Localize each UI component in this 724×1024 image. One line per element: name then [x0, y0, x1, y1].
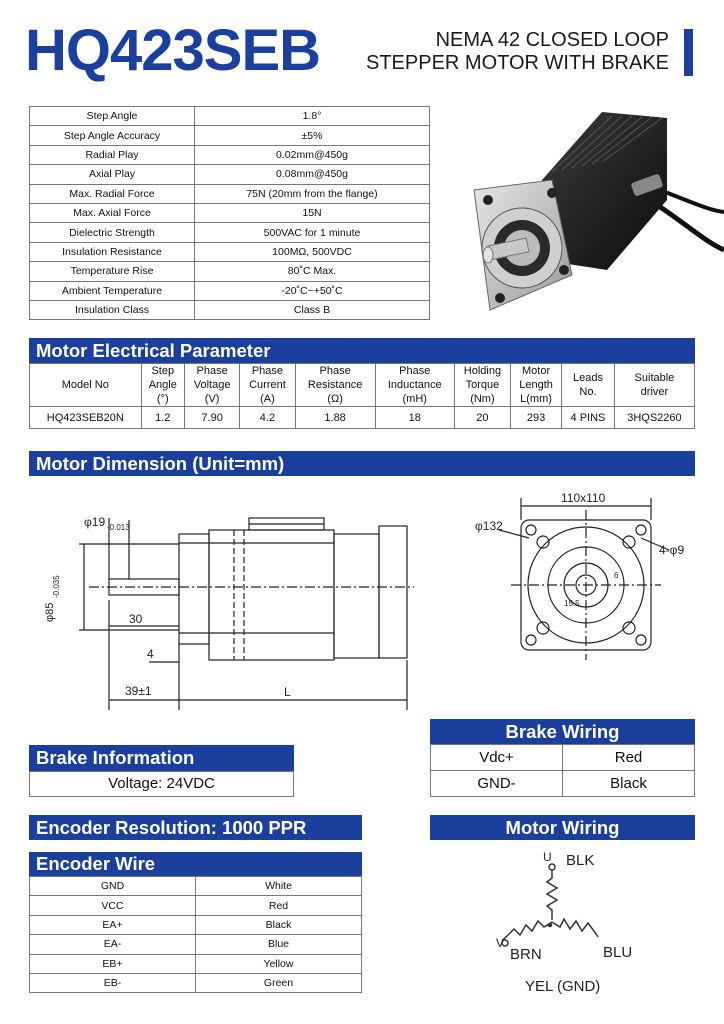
spec-label: Max. Radial Force	[30, 184, 195, 203]
electrical-header-line: Motor	[521, 365, 551, 377]
spec-label: Step Angle Accuracy	[30, 126, 195, 145]
electrical-header-line: Leads	[572, 372, 603, 384]
spec-label: Dielectric Strength	[30, 223, 195, 242]
spec-row	[30, 107, 430, 126]
encoder-wire-row	[30, 915, 362, 934]
dim-square: 110x110	[561, 491, 606, 505]
encoder-wire-row	[30, 973, 362, 992]
brake-signal: Vdc+	[431, 745, 563, 771]
electrical-header-line: Step	[151, 365, 175, 377]
encoder-resolution: Encoder Resolution: 1000 PPR	[29, 815, 362, 840]
dim-flange-thk: 4	[147, 647, 154, 661]
subtitle-line-1: NEMA 42 CLOSED LOOP	[435, 29, 669, 51]
spec-value: 80˚C Max.	[195, 262, 430, 281]
wiring-blk: BLK	[566, 852, 595, 869]
spec-row	[30, 145, 430, 164]
encoder-wire-table	[29, 876, 362, 993]
page-title: HQ423SEB	[25, 18, 321, 83]
spec-row	[30, 223, 430, 242]
electrical-header-line: (V)	[204, 393, 220, 405]
spec-row	[30, 184, 430, 203]
electrical-header-cell	[562, 364, 615, 407]
electrical-header-cell	[30, 364, 142, 407]
spec-row	[30, 262, 430, 281]
electrical-value-cell: 18	[375, 407, 454, 429]
encoder-wire-row	[30, 877, 362, 896]
spec-value: Class B	[195, 300, 430, 319]
electrical-header-line: Phase	[251, 365, 284, 377]
electrical-header-line: Length	[519, 379, 553, 391]
spec-row	[30, 165, 430, 184]
electrical-header-line: Current	[249, 379, 286, 391]
wiring-brn: BRN	[510, 946, 542, 963]
dimension-section-title: Motor Dimension (Unit=mm)	[29, 451, 695, 476]
brake-wiring-table	[430, 744, 695, 797]
brake-wiring-row	[431, 771, 695, 797]
electrical-header-line: Angle	[148, 379, 177, 391]
electrical-header-line: Phase	[399, 365, 431, 377]
electrical-value-cell: 7.90	[184, 407, 239, 429]
electrical-section-title: Motor Electrical Parameter	[29, 338, 695, 363]
electrical-header-cell	[614, 364, 694, 407]
electrical-header-line: (Ω)	[327, 393, 343, 405]
brake-color: Red	[563, 745, 695, 771]
electrical-header-line: driver	[640, 386, 669, 398]
electrical-header-line: Model No	[61, 379, 109, 391]
electrical-header-cell	[240, 364, 295, 407]
spec-row	[30, 300, 430, 319]
spec-label: Step Angle	[30, 107, 195, 126]
encoder-wire-row	[30, 896, 362, 915]
spec-value: 0.02mm@450g	[195, 145, 430, 164]
electrical-header-line: Resistance	[307, 379, 363, 391]
spec-label: Temperature Rise	[30, 262, 195, 281]
brake-info-title: Brake Information	[29, 745, 294, 771]
brake-voltage: Voltage: 24VDC	[29, 771, 294, 797]
brake-signal: GND-	[431, 771, 563, 797]
spec-value: 1.8°	[195, 107, 430, 126]
dim-flat-small: 6	[614, 571, 619, 580]
dim-shaft-total: 39±1	[125, 684, 152, 698]
electrical-value-cell: 20	[454, 407, 510, 429]
brake-wiring-row	[431, 745, 695, 771]
electrical-header-line: Suitable	[634, 372, 675, 384]
spec-value: 0.08mm@450g	[195, 165, 430, 184]
dim-bolt-circle: φ132	[475, 519, 503, 533]
dim-shaft-len: 30	[129, 612, 143, 626]
electrical-header-line: L(mm)	[520, 393, 552, 405]
encoder-signal: VCC	[30, 896, 196, 915]
electrical-header-line: (mH)	[402, 393, 427, 405]
spec-label: Insulation Resistance	[30, 242, 195, 261]
title-accent-bar	[684, 29, 693, 76]
spec-value: 500VAC for 1 minute	[195, 223, 430, 242]
electrical-value-cell: 4 PINS	[562, 407, 615, 429]
encoder-color: Blue	[196, 935, 362, 954]
spec-row	[30, 242, 430, 261]
encoder-color: Black	[196, 915, 362, 934]
spec-value: 100MΩ, 500VDC	[195, 242, 430, 261]
electrical-header-cell	[295, 364, 375, 407]
dim-shaft-dia: φ19	[84, 515, 106, 529]
wiring-u-label: U	[543, 850, 552, 864]
motor-wiring-title: Motor Wiring	[430, 815, 695, 840]
electrical-header-line: Phase	[196, 365, 228, 377]
motor-photo	[452, 100, 724, 325]
spec-table	[29, 106, 430, 320]
electrical-header-cell	[511, 364, 562, 407]
encoder-signal: EB-	[30, 973, 196, 992]
dim-pilot-dia: φ85	[44, 602, 56, 622]
spec-row	[30, 281, 430, 300]
brake-wiring-title: Brake Wiring	[430, 719, 695, 744]
dim-holes: 4-φ9	[659, 543, 685, 557]
spec-value: 75N (20mm from the flange)	[195, 184, 430, 203]
encoder-wire-row	[30, 954, 362, 973]
electrical-header-cell	[184, 364, 239, 407]
electrical-header-cell	[454, 364, 510, 407]
spec-label: Ambient Temperature	[30, 281, 195, 300]
electrical-header-line: Inductance	[387, 379, 442, 391]
encoder-signal: EB+	[30, 954, 196, 973]
spec-label: Axial Play	[30, 165, 195, 184]
electrical-value-cell: 1.88	[295, 407, 375, 429]
encoder-signal: EA-	[30, 935, 196, 954]
brake-color: Black	[563, 771, 695, 797]
page-subtitle	[366, 29, 669, 75]
electrical-header-line: Holding	[463, 365, 502, 377]
electrical-header-line: (Nm)	[470, 393, 495, 405]
electrical-header-line: No.	[579, 386, 597, 398]
spec-label: Radial Play	[30, 145, 195, 164]
encoder-color: Green	[196, 973, 362, 992]
spec-row	[30, 126, 430, 145]
electrical-value-cell: 1.2	[141, 407, 184, 429]
encoder-color: White	[196, 877, 362, 896]
electrical-header-line: Voltage	[193, 379, 231, 391]
wiring-yel: YEL (GND)	[525, 978, 601, 995]
encoder-wire-title: Encoder Wire	[29, 852, 362, 876]
spec-value: 15N	[195, 203, 430, 222]
wiring-v-label: V	[496, 936, 505, 950]
electrical-header-line: Torque	[465, 379, 500, 391]
dim-flat: 15.5	[564, 599, 580, 608]
electrical-value-cell: 3HQS2260	[614, 407, 694, 429]
motor-wiring-diagram	[480, 845, 660, 1005]
subtitle-line-2: STEPPER MOTOR WITH BRAKE	[366, 52, 669, 74]
electrical-value-cell: 4.2	[240, 407, 295, 429]
electrical-value-cell: HQ423SEB20N	[30, 407, 142, 429]
spec-row	[30, 203, 430, 222]
spec-label: Max. Axial Force	[30, 203, 195, 222]
dimension-drawing	[29, 478, 724, 720]
electrical-header-cell	[141, 364, 184, 407]
dim-body-len: L	[284, 685, 291, 699]
electrical-header-line: (A)	[260, 393, 275, 405]
electrical-table	[29, 363, 695, 429]
electrical-header-line: Phase	[319, 365, 351, 377]
electrical-header-line: (°)	[156, 393, 169, 405]
dim-shaft-tol: -0.013	[107, 523, 130, 532]
dim-pilot-tol: -0.035	[52, 575, 61, 598]
spec-label: Insulation Class	[30, 300, 195, 319]
encoder-signal: EA+	[30, 915, 196, 934]
encoder-color: Red	[196, 896, 362, 915]
encoder-color: Yellow	[196, 954, 362, 973]
electrical-header-cell	[375, 364, 454, 407]
encoder-wire-row	[30, 935, 362, 954]
electrical-value-cell: 293	[511, 407, 562, 429]
spec-value: -20˚C~+50˚C	[195, 281, 430, 300]
wiring-blu: BLU	[603, 944, 633, 961]
spec-value: ±5%	[195, 126, 430, 145]
encoder-signal: GND	[30, 877, 196, 896]
